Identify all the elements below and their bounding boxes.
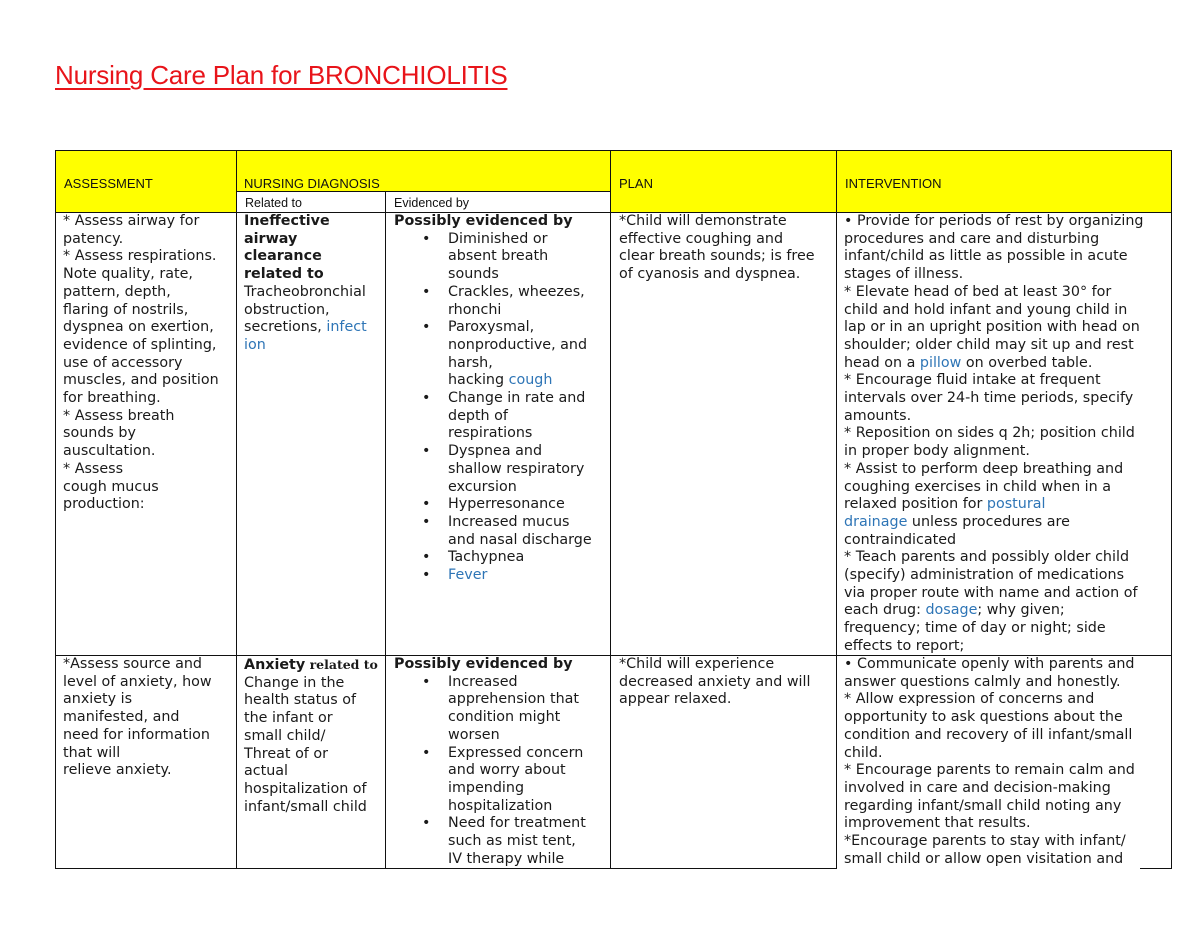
- table-border-subheader: [237, 191, 611, 192]
- evidence-anxiety: [394, 656, 610, 868]
- assessment-anxiety: *Assess source and level of anxiety, how anxiety is manifested, and need for information that will relieve anxiety.: [63, 656, 212, 779]
- list-item: • Dyspnea and shallow respiratory excursion: [394, 443, 610, 496]
- evidence-airway-heading: Possibly evidenced by: [394, 213, 573, 229]
- dosage-link[interactable]: dosage: [925, 602, 978, 619]
- diagnosis-airway-title: Ineffective airway clearance related to: [244, 213, 330, 283]
- evidence-airway: [394, 213, 610, 585]
- table-col-3: [610, 150, 611, 869]
- table-border-right: [1171, 150, 1172, 869]
- header-related-to: Related to: [245, 196, 302, 210]
- diagnosis-airway-text: Tracheobronchial obstruction, secretions,: [244, 283, 366, 336]
- diagnosis-anxiety-related: related to: [305, 657, 378, 672]
- diagnosis-airway: [244, 213, 384, 355]
- header-evidenced-by: Evidenced by: [394, 196, 470, 210]
- assessment-airway: * Assess airway for patency. * Assess respirations. Note quality, rate, pattern, depth, flaring of nostrils, dyspnea on exertion, evidence of splinting, use of accessory muscles, and position for breathing. * Assess breath sounds by auscultation. * Assess cough mucus production:: [63, 213, 219, 513]
- table-col-4: [836, 150, 837, 869]
- list-item: • Expressed concern and worry about impending hospitalization: [394, 745, 610, 816]
- list-item: • Need for treatment such as mist tent, IV therapy while: [394, 815, 610, 868]
- list-item: • Crackles, wheezes, rhonchi: [394, 284, 610, 319]
- list-item: [394, 567, 610, 585]
- page-title: Nursing Care Plan for BRONCHIOLITIS: [55, 60, 508, 90]
- plan-anxiety: *Child will experience decreased anxiety and will appear relaxed.: [619, 656, 811, 708]
- header-nursing-diagnosis: NURSING DIAGNOSIS: [244, 176, 380, 191]
- list-item: • Increased apprehension that condition might worsen: [394, 674, 610, 745]
- list-item: • Tachypnea: [394, 549, 610, 567]
- cough-link[interactable]: cough: [508, 372, 553, 389]
- intervention-airway: • Provide for periods of rest by organizing procedures and care and disturbing infant/child as little as possible in acute stages of illness. * Elevate head of bed at least 30° for child and hold infant and young child in lap or in an upright position with head on shoulder; older child may sit up and rest head on a pillow on overbed table. * Encourage fluid intake at frequent intervals over 24-h time periods, specify amounts. * Reposition on sides q 2h; position child in proper body alignment. * Assist to perform deep breathing and coughing exercises in child when in a relaxed position for postural drainage unless procedures are contraindicated * Teach parents and possibly older child (specify) administration of medications via proper route with name and action of each drug: dosage; why given; frequency; time of day or night; side effects to report;: [844, 213, 1144, 654]
- header-assessment: ASSESSMENT: [64, 176, 153, 191]
- evidence-airway-list: [394, 231, 610, 585]
- pillow-link[interactable]: pillow: [919, 354, 962, 371]
- plan-airway: *Child will demonstrate effective coughing and clear breath sounds; is free of cyanosis and dyspnea.: [619, 213, 815, 283]
- infection-link[interactable]: infect ion: [244, 319, 367, 353]
- postural-drainage-link[interactable]: postural drainage: [844, 496, 1046, 530]
- evidence-anxiety-list: [394, 674, 610, 869]
- table-col-1: [236, 150, 237, 869]
- header-plan: PLAN: [619, 176, 653, 191]
- list-item: • Change in rate and depth of respirations: [394, 390, 610, 443]
- diagnosis-anxiety-text: Change in the health status of the infant or small child/ Threat of or actual hospitalization of infant/small child: [244, 674, 367, 815]
- header-intervention: INTERVENTION: [845, 176, 942, 191]
- table-col-2: [385, 191, 386, 869]
- table-border-top: [55, 150, 1172, 151]
- list-item: • Diminished or absent breath sounds: [394, 231, 610, 284]
- evidence-anxiety-heading: Possibly evidenced by: [394, 656, 573, 672]
- intervention-anxiety: • Communicate openly with parents and answer questions calmly and honestly. * Allow expression of concerns and opportunity to ask questions about the condition and recovery of ill infant/small child. * Encourage parents to remain calm and involved in care and decision-making regarding infant/small child noting any improvement that results. *Encourage parents to stay with infant/ small child or allow open visitation and: [844, 656, 1135, 867]
- diagnosis-anxiety-title: Anxiety: [244, 657, 306, 673]
- diagnosis-anxiety: [244, 656, 384, 816]
- list-item: • Increased mucus and nasal discharge: [394, 514, 610, 549]
- table-border-left: [55, 150, 56, 869]
- fever-link[interactable]: Fever: [448, 567, 488, 584]
- list-item: • Paroxysmal, nonproductive, and harsh, hacking cough: [394, 319, 610, 390]
- list-item: • Hyperresonance: [394, 496, 610, 514]
